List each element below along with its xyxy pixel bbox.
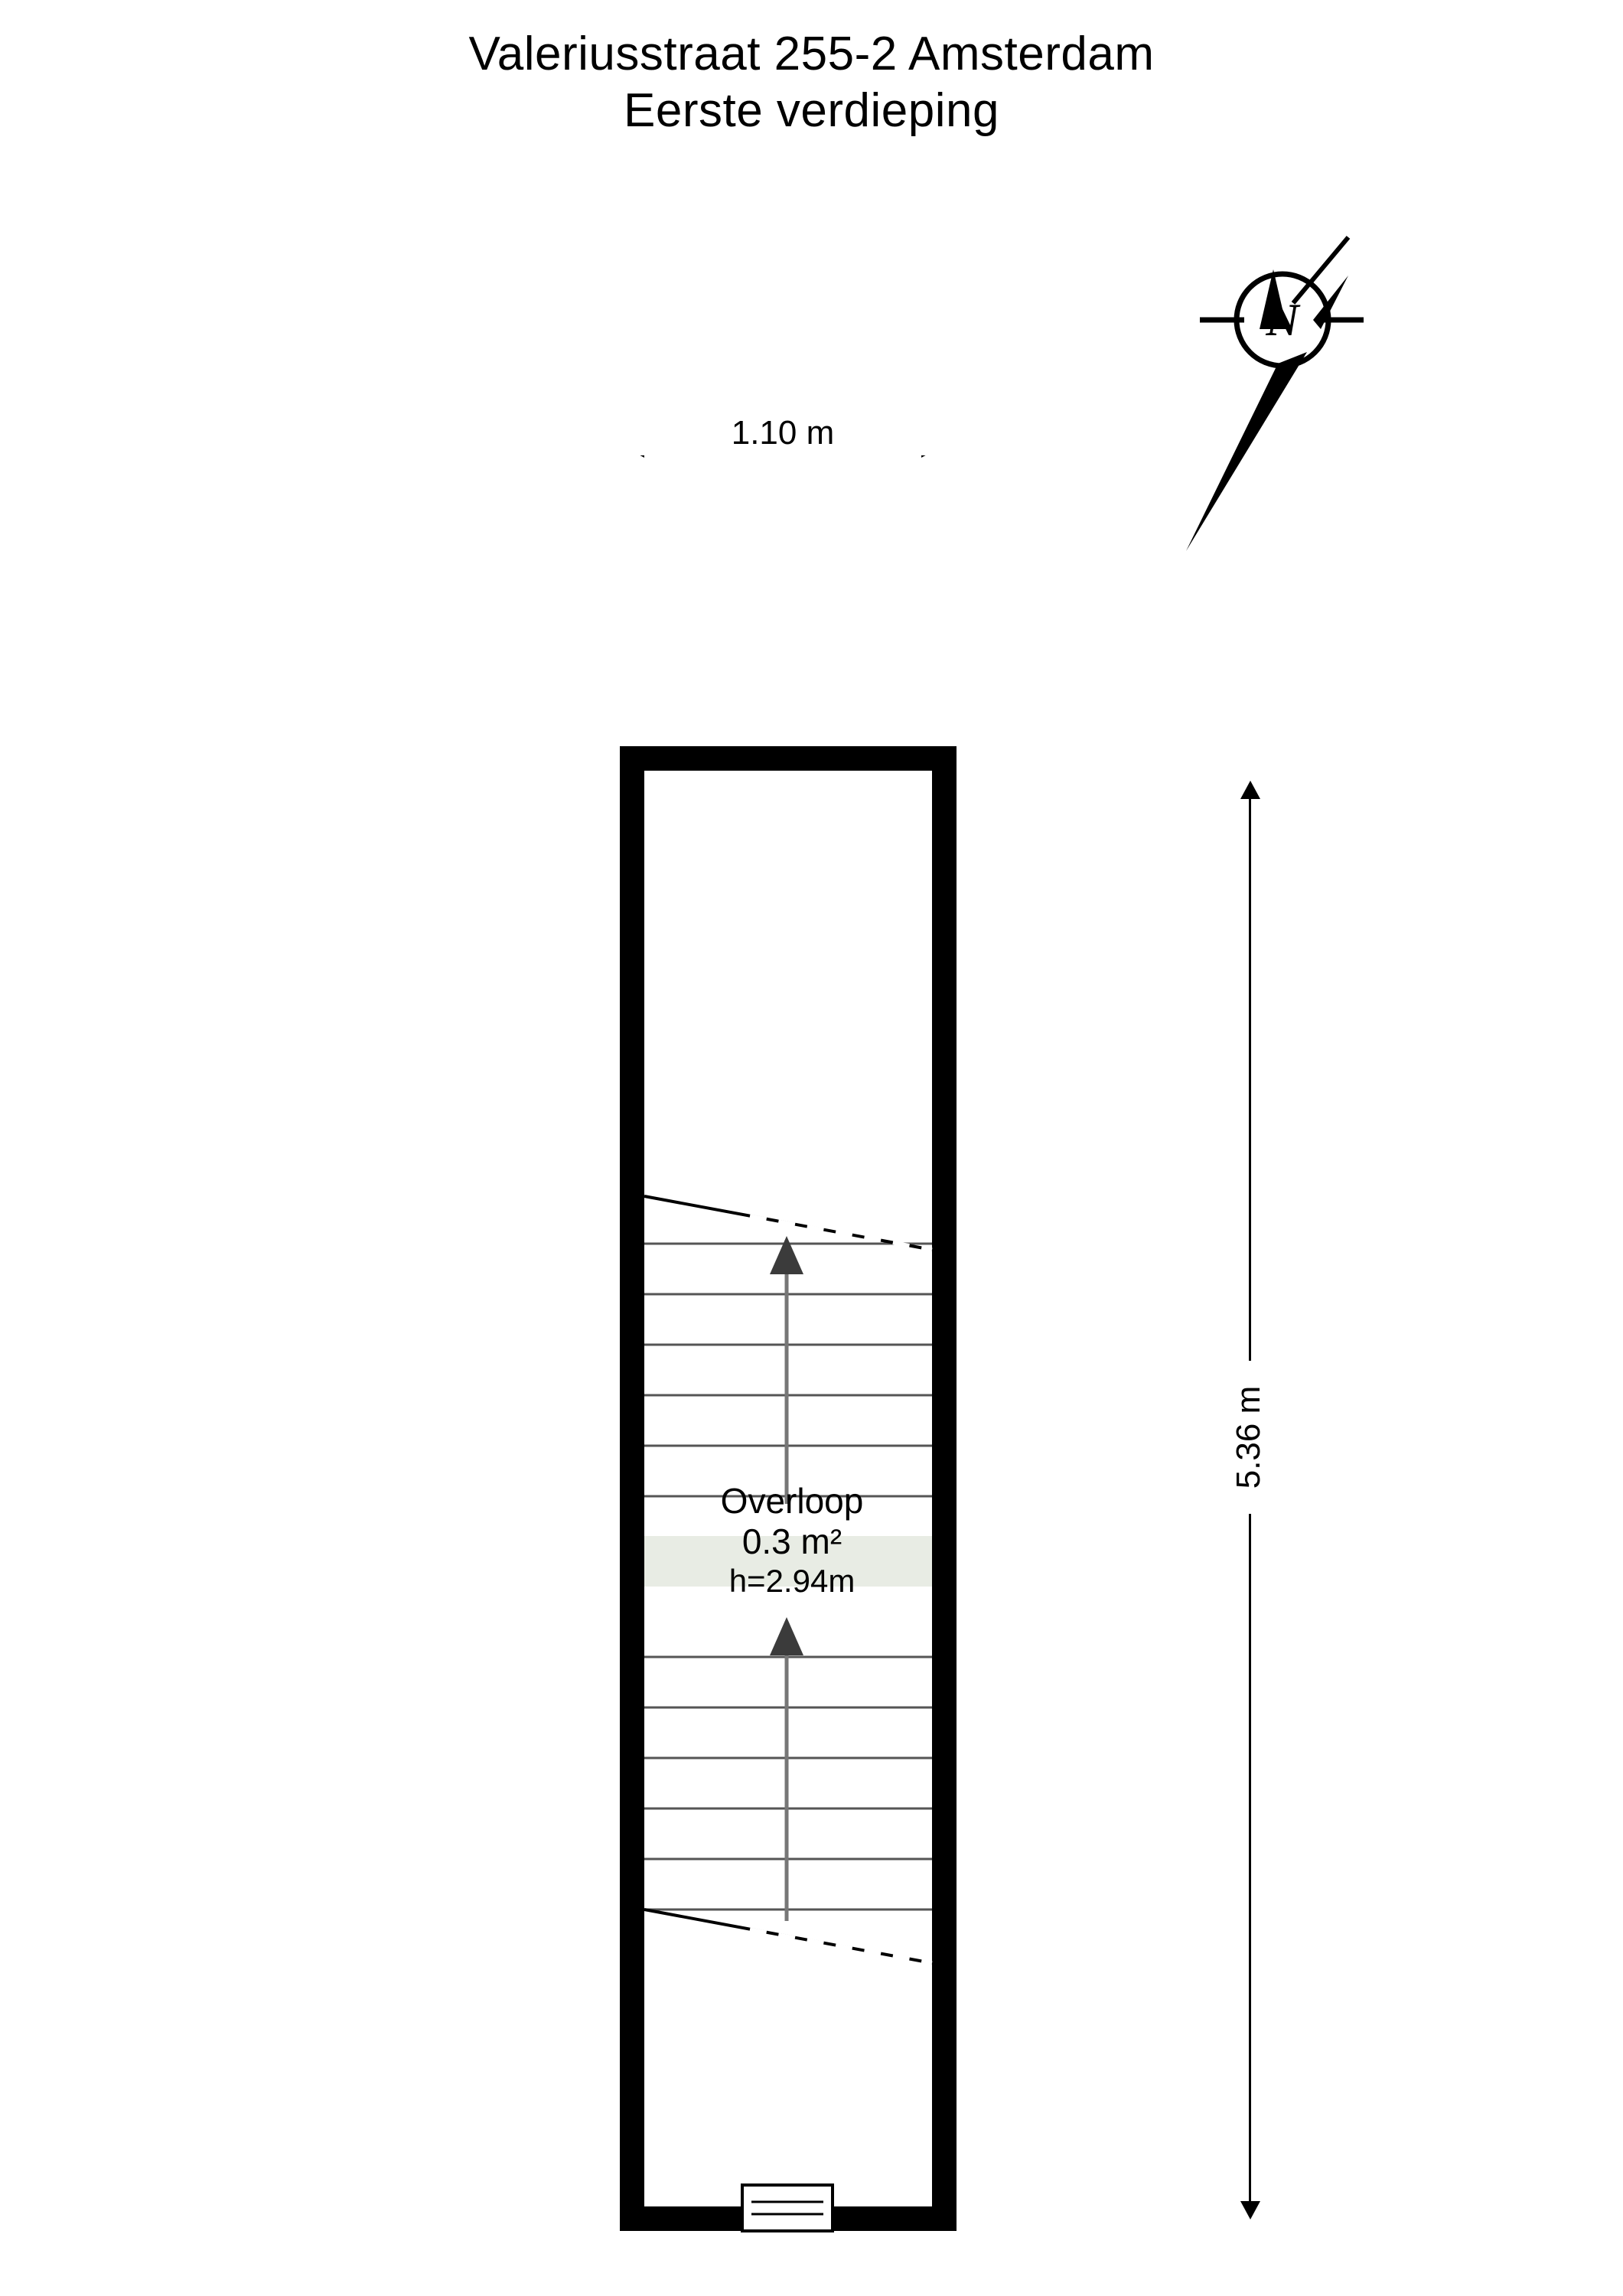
room-height: h=2.94m — [728, 1562, 855, 1599]
room-area: 0.3 m² — [741, 1521, 842, 1562]
width-dimension-label: 1.10 m — [626, 413, 940, 455]
entrance-door-bottom — [742, 2185, 833, 2231]
arrow-up-icon — [1240, 781, 1260, 799]
height-dimension — [1215, 781, 1284, 2219]
width-dimension — [626, 414, 940, 471]
compass-rose-icon — [1171, 230, 1393, 658]
room-name: Overloop — [720, 1481, 864, 1521]
room-label-overloop — [662, 1481, 922, 1600]
title-line-floor: Eerste verdieping — [624, 84, 999, 137]
title-line-address: Valeriusstraat 255-2 Amsterdam — [468, 28, 1155, 80]
svg-text:N: N — [1266, 295, 1299, 345]
page-title — [0, 26, 1623, 139]
arrow-down-icon — [1240, 2201, 1260, 2219]
height-dimension-label: 5.36 m — [1227, 1361, 1270, 1514]
